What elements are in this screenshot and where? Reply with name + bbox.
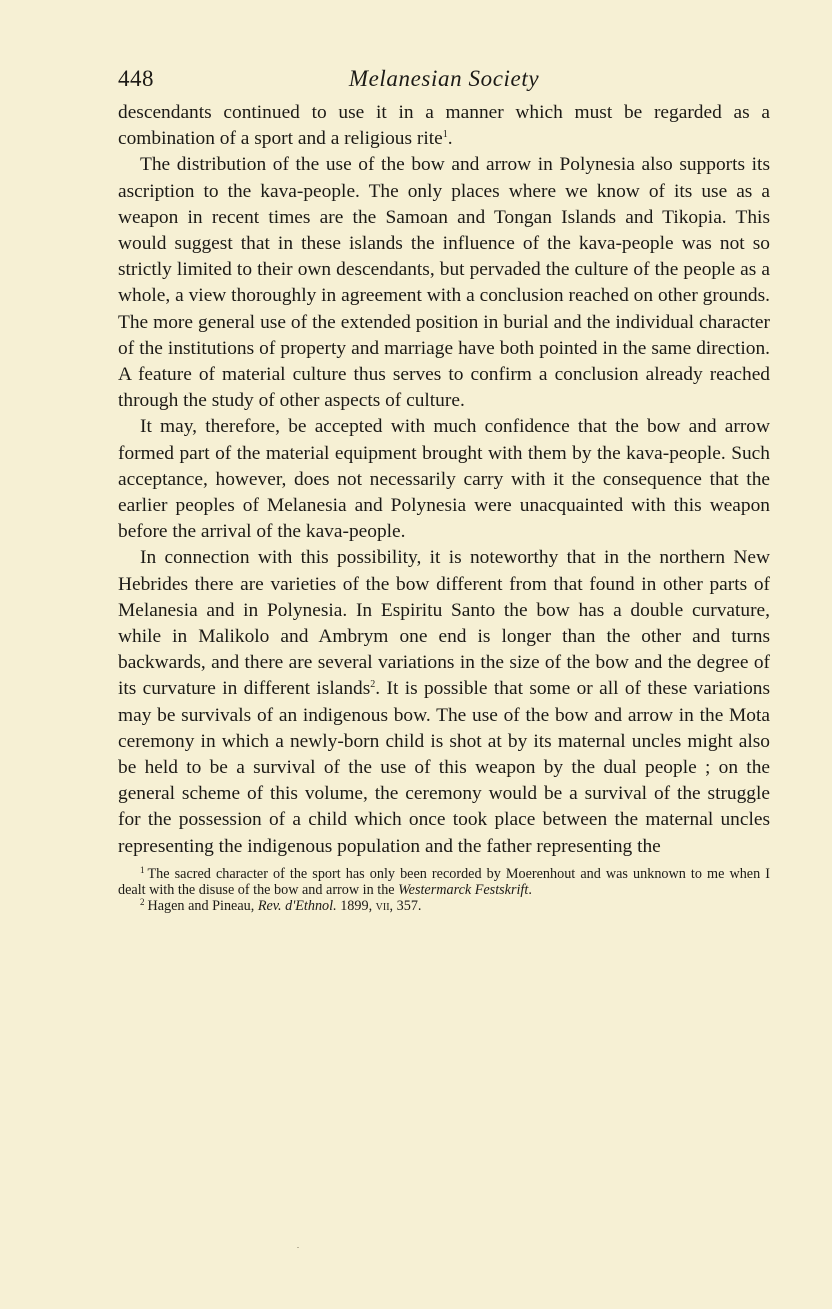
footnote-2-page: 357. [396,898,422,915]
paper-speck [297,1247,299,1248]
book-page [118,60,770,915]
paragraph-4-text-b: . It is possible that some or all of these variations may be survivals of an indigenous bow. The use of the bow and arrow in the Mota ceremony in which a newly-born child is shot at by its maternal uncles might also be held to be a survival of the use of this weapon by the dual people ; on the general scheme of this volume, the ceremony would be a survival of the struggle for the possession of a child which once took place between the maternal uncles representing the indigenous population and the father representing the [118,678,771,857]
footnote-ref-2[interactable]: 2 [370,679,376,691]
paragraph-1-text: descendants continued to use it in a manner which must be regarded as a combination of a sport and a religious rite [118,102,770,150]
footnote-1 [118,866,770,898]
footnotes [118,866,770,915]
footnote-1-number: 1 [140,864,145,875]
paragraph-2: The distribution of the use of the bow and arrow in Polynesia also supports its ascription to the kava-people. The only places where we know of its use as a weapon in recent times are the Samoan and Tongan Islands and Tikopia. This would suggest that in these islands the influence of the kava-people was not so strictly limited to their own descendants, but pervaded the culture of the people as a whole, a view thoroughly in agreement with a conclusion reached on other grounds. The more general use of the extended position in burial and the individual character of the institutions of property and marriage have both pointed in the same direction. A feature of material culture thus serves to confirm a conclusion already reached through the study of other aspects of culture. [118,154,770,412]
paragraph-1-end: . [447,128,453,150]
paragraph-4 [118,545,770,859]
paragraph-4-text-a: In connection with this possibility, it is noteworthy that in the northern New Hebrides there are varieties of the bow different from that found in other parts of Melanesia and in Polynesia. In Espiritu Santo the bow has a double curvature, while in Malikolo and Ambrym one end is longer than the other and turns backwards, and there are several variations in the size of the bow and the degree of its curvature in different islands [118,547,770,700]
footnote-2-text: Hagen and Pineau, [147,898,255,915]
footnote-1-italic: Westermarck Festskrift [398,882,529,899]
running-title: Melanesian Society [348,66,540,91]
footnote-1-text: The sacred character of the sport has only been recorded by Moerenhout and was unknown to me when I dealt with the disuse of the bow and arrow in the [118,865,770,899]
page-header [118,60,770,100]
body-text [118,100,770,860]
footnote-2-number: 2 [140,897,145,908]
paragraph-1 [118,100,770,152]
footnote-ref-1[interactable]: 1 [442,129,448,141]
footnote-1-end: . [528,882,532,899]
paragraph-3: It may, therefore, be accepted with much confidence that the bow and arrow formed part of the material equipment brought with them by the kava-people. Such acceptance, however, does not necessarily carry with it the consequence that the earlier peoples of Melanesia and Polynesia were unacquainted with this weapon before the arrival of the kava-people. [118,416,770,543]
footnote-2 [118,898,770,914]
footnote-2-year: 1899, [340,898,373,915]
footnote-2-volume: vii, [375,898,394,915]
footnote-2-italic: Rev. d'Ethnol. [257,898,337,915]
page-number: 448 [118,66,154,91]
